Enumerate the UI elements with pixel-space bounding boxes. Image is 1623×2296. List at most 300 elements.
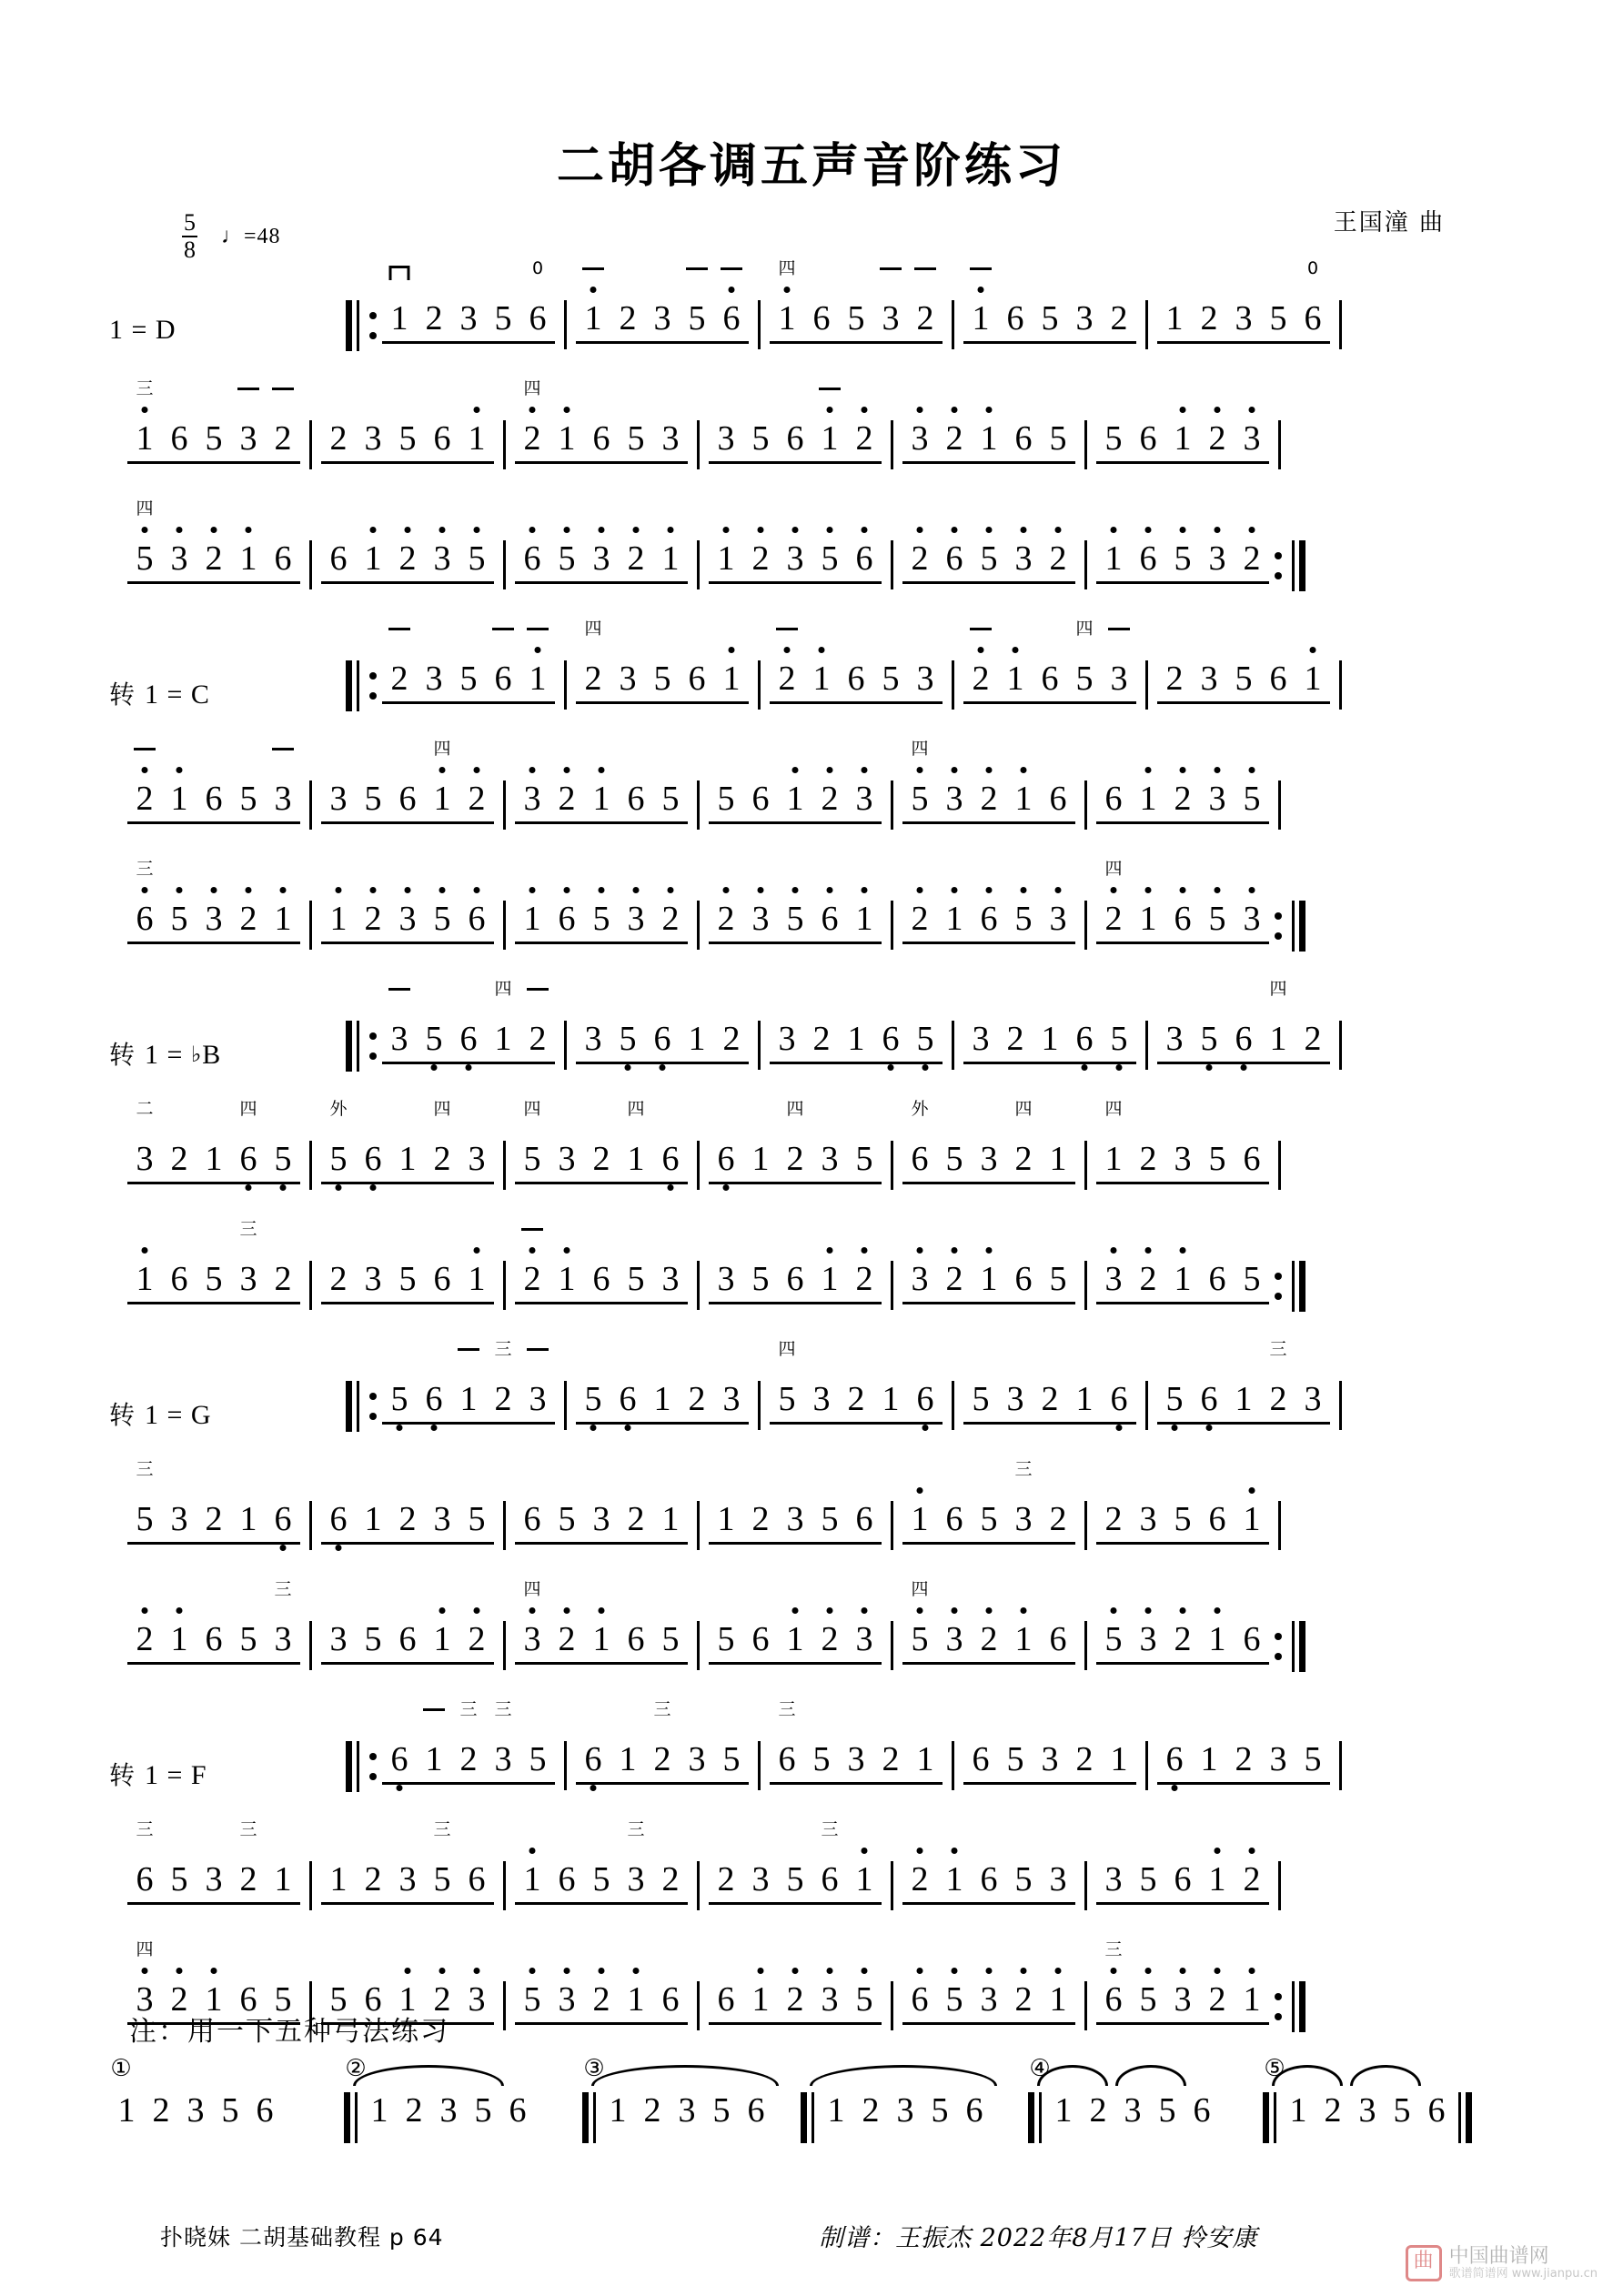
- beam-line: [576, 1062, 749, 1064]
- barline: [891, 1621, 893, 1670]
- beam-line: [515, 581, 688, 584]
- fingering-mark: 四: [778, 1339, 796, 1359]
- note: 6: [170, 1260, 188, 1298]
- note: 2: [847, 1380, 865, 1418]
- note: 3: [972, 1020, 990, 1058]
- barline: [503, 1861, 506, 1910]
- beam-line: [127, 942, 300, 944]
- note: 5: [1041, 299, 1059, 337]
- note: 2: [908, 298, 943, 338]
- bowing-pattern-barline: [1263, 2092, 1281, 2143]
- note: 1: [459, 1259, 494, 1299]
- barline: [697, 1981, 700, 2030]
- note: 3: [619, 660, 637, 698]
- beam-line: [902, 942, 1075, 944]
- staff-row: [127, 498, 1305, 591]
- barline: [697, 540, 700, 589]
- beam-line: [127, 1542, 300, 1545]
- note-group: [576, 298, 749, 338]
- note-group: [576, 619, 749, 699]
- barline: [891, 1861, 893, 1910]
- measure: [382, 258, 555, 338]
- note: 1 四: [1269, 979, 1287, 1058]
- note: 1: [804, 659, 839, 699]
- note: 5: [751, 419, 770, 458]
- staff-row: [346, 619, 1351, 711]
- note-group: [1157, 659, 1330, 699]
- note: 2: [405, 2091, 423, 2130]
- note-group: [321, 418, 494, 458]
- bowing-dash-mark: [686, 267, 708, 270]
- barline: [1084, 1261, 1087, 1310]
- barline: [697, 780, 700, 830]
- note-group: [963, 1019, 1136, 1059]
- note-group: [1096, 1619, 1269, 1659]
- measure: [321, 1619, 494, 1659]
- note-group: [709, 1499, 882, 1539]
- staff-row: [127, 1099, 1290, 1190]
- note: 3: [902, 418, 937, 458]
- beam-line: [902, 1662, 1075, 1665]
- beam-line: [382, 341, 555, 344]
- note: 6: [205, 1620, 223, 1658]
- barline: [503, 1261, 506, 1310]
- note-group: [321, 899, 494, 939]
- note: 3: [1358, 2091, 1376, 2130]
- bowing-bracket-mark: [389, 266, 410, 280]
- note: 2: [770, 659, 804, 699]
- note: 2: [847, 418, 882, 458]
- note: 1: [717, 1500, 735, 1538]
- fingering-mark: 四: [136, 498, 154, 519]
- measure: [1096, 859, 1269, 939]
- note: 5: [661, 1620, 680, 1658]
- note: 5: [778, 899, 812, 939]
- note-group: [709, 539, 882, 579]
- note: 6: [509, 2091, 527, 2130]
- note: 3: [398, 1860, 417, 1898]
- barline: [564, 1741, 567, 1790]
- barline: [891, 901, 893, 950]
- note: 2 三: [459, 1699, 478, 1778]
- note: 5: [855, 1140, 873, 1178]
- measure: [382, 1339, 555, 1419]
- barline: [1278, 1861, 1281, 1910]
- fingering-mark: 三: [239, 1819, 257, 1839]
- note-group: [709, 1819, 882, 1899]
- measure: [321, 418, 494, 458]
- measure: [1096, 1099, 1269, 1179]
- note: 1: [847, 1020, 865, 1058]
- fingering-mark: 三: [1269, 1339, 1287, 1359]
- note-group: [515, 1819, 688, 1899]
- slur-arc: [1350, 2065, 1421, 2086]
- note: 3: [584, 539, 619, 579]
- staff-row: [127, 1459, 1290, 1550]
- note: 2: [398, 1500, 417, 1538]
- note: 3: [364, 419, 382, 458]
- system-line: [0, 498, 1623, 642]
- measure: [576, 1699, 749, 1779]
- fingering-mark: 三: [1104, 1939, 1123, 1959]
- note: 6: [364, 1980, 382, 2019]
- note: 1: [619, 1740, 637, 1778]
- fingering-mark: 外: [911, 1099, 929, 1119]
- note: 2 三: [494, 1339, 512, 1418]
- note: 5: [627, 1260, 645, 1298]
- note: 1: [231, 539, 266, 579]
- beam-line: [1096, 581, 1269, 584]
- note: 6: [1104, 780, 1123, 818]
- measure: [902, 1579, 1075, 1659]
- measure: [382, 979, 555, 1059]
- fingering-mark: 三: [239, 1219, 257, 1239]
- note: 1: [882, 1380, 900, 1418]
- note: 6 0: [1304, 258, 1322, 337]
- note: 5: [398, 1260, 417, 1298]
- beam-line: [382, 1062, 555, 1064]
- slur-arc: [591, 2065, 779, 2086]
- fingering-mark: 三: [494, 1699, 512, 1719]
- bowing-pattern-staff: [582, 2090, 773, 2143]
- note-group: [1157, 1339, 1330, 1419]
- note: 5: [717, 1620, 735, 1658]
- beam-line: [321, 1182, 494, 1184]
- bowing-dash-mark: [970, 267, 992, 270]
- key-signature-label: [109, 675, 210, 711]
- bowing-pattern-number: ⑤: [1264, 2055, 1285, 2082]
- note: 1: [1235, 1380, 1253, 1418]
- note-group: [1157, 1739, 1330, 1779]
- staff-row: [346, 979, 1351, 1072]
- note: 3: [661, 1260, 680, 1298]
- barline: [1278, 1501, 1281, 1550]
- beam-line: [1096, 2022, 1269, 2025]
- note: 1: [205, 1140, 223, 1178]
- note: 6: [1157, 1739, 1192, 1779]
- note-group: [321, 1619, 494, 1659]
- barline: [891, 1141, 893, 1190]
- beam-line: [515, 461, 688, 464]
- note-group: [515, 378, 688, 458]
- system-line: [0, 1579, 1623, 1723]
- note: 2: [862, 2091, 880, 2130]
- note: 3: [425, 539, 459, 579]
- note-group: [1096, 1939, 1269, 2019]
- note: 5: [1131, 1979, 1165, 2019]
- fingering-mark: 四: [584, 619, 602, 639]
- note-group: [709, 1979, 882, 2019]
- barline: [891, 1261, 893, 1310]
- note: 6: [205, 780, 223, 818]
- note: 5: [812, 539, 847, 579]
- note: 1: [321, 899, 356, 939]
- note: 5: [364, 780, 382, 818]
- footer-source: 扑晓妹 二胡基础教程 p 64: [160, 2224, 444, 2251]
- note: 6 三: [1104, 1939, 1123, 2019]
- note: 5 四: [778, 1339, 796, 1418]
- beam-line: [127, 581, 300, 584]
- note: 2: [549, 779, 584, 819]
- beam-line: [321, 1542, 494, 1545]
- note: 2 三: [239, 1819, 257, 1898]
- barline: [564, 1021, 567, 1070]
- note: 1: [937, 899, 972, 939]
- note: 6: [965, 2091, 983, 2130]
- note: 6: [515, 539, 549, 579]
- note: 5 三: [136, 1459, 154, 1538]
- barline: [309, 420, 312, 469]
- note: 6: [558, 1860, 576, 1898]
- barline: [697, 1261, 700, 1310]
- note: 6 三: [136, 859, 154, 938]
- note: 3 二: [136, 1099, 154, 1178]
- note: 2: [751, 1500, 770, 1538]
- note: 3: [231, 418, 266, 458]
- note: 3: [847, 1619, 882, 1659]
- note: 3: [1104, 1860, 1123, 1898]
- note-group: [902, 1259, 1075, 1299]
- note: 3: [584, 1020, 602, 1058]
- fingering-mark: 二: [136, 1099, 154, 1119]
- note: 2: [515, 1259, 549, 1299]
- note: 2: [937, 1259, 972, 1299]
- note: 6: [1049, 780, 1067, 818]
- measure: [709, 1259, 882, 1299]
- note: 1: [459, 418, 494, 458]
- note: 5: [239, 780, 257, 818]
- note: 2: [1200, 1979, 1235, 2019]
- note: 5: [558, 1500, 576, 1538]
- note: 6: [1208, 1500, 1226, 1538]
- barline: [503, 1141, 506, 1190]
- note: 5: [529, 1740, 547, 1778]
- bowing-pattern-barline: [582, 2092, 600, 2143]
- note-group: [963, 619, 1136, 699]
- note: 6: [274, 539, 292, 578]
- note: 3: [1165, 1979, 1200, 2019]
- system-line: [0, 619, 1623, 762]
- note: 3: [390, 899, 425, 939]
- bowing-dash-mark: [776, 628, 798, 630]
- fingering-mark: 四: [627, 1099, 645, 1119]
- note: 3: [459, 1979, 494, 2019]
- note-group: [321, 1499, 494, 1539]
- barline: [309, 780, 312, 830]
- barline: [1145, 1741, 1148, 1790]
- note: 3: [439, 2091, 458, 2130]
- slur-arc: [1115, 2065, 1186, 2086]
- note: 6: [1226, 1019, 1261, 1059]
- note: 2: [902, 899, 937, 939]
- beam-line: [382, 1782, 555, 1785]
- key-label-text: 1 = G: [145, 1400, 212, 1430]
- note: 5: [653, 660, 671, 698]
- beam-line: [902, 1302, 1075, 1304]
- key-label-text: 1 = D: [109, 315, 176, 345]
- note: 1: [902, 1499, 937, 1539]
- barline: [758, 1381, 761, 1430]
- note-group: [770, 1339, 943, 1419]
- bowing-pattern-staff: [1263, 2090, 1472, 2143]
- note: 5: [274, 1980, 292, 2019]
- measure: [963, 1019, 1136, 1059]
- note: 6: [266, 1499, 300, 1539]
- measure: [709, 899, 882, 939]
- fingering-mark: 三: [433, 1819, 451, 1839]
- repeat-start-barline: [346, 1381, 382, 1432]
- note: 1: [584, 779, 619, 819]
- practice-note-label: 注：用一下五种弓法练习: [129, 2016, 449, 2048]
- note: 6: [459, 899, 494, 939]
- note-group: [515, 1099, 688, 1179]
- note: 1: [778, 1619, 812, 1659]
- note: 2: [1041, 539, 1075, 579]
- note: 2 三: [1269, 1339, 1287, 1418]
- note: 2: [1139, 1140, 1157, 1178]
- fingering-mark: 三: [274, 1579, 292, 1599]
- measure: [770, 1339, 943, 1419]
- beam-line: [576, 701, 749, 704]
- barline: [503, 1621, 506, 1670]
- barline: [1084, 780, 1087, 830]
- fingering-mark: 三: [627, 1819, 645, 1839]
- note: 5: [1269, 299, 1287, 337]
- note: 3: [916, 660, 934, 698]
- measure: [1157, 1739, 1330, 1779]
- note: 2: [162, 1979, 197, 2019]
- fingering-mark: 四: [1104, 1099, 1123, 1119]
- beam-line: [321, 1302, 494, 1304]
- note-group: [576, 1019, 749, 1059]
- note: 1 四: [627, 1099, 645, 1178]
- tempo-marking: ♩=48: [221, 224, 281, 248]
- note: 6: [1269, 660, 1287, 698]
- note: 5: [266, 1139, 300, 1179]
- note: 6: [945, 1500, 963, 1538]
- beam-line: [709, 2022, 882, 2025]
- note: 5: [1174, 1500, 1192, 1538]
- key-label-text: 1 = ♭B: [145, 1040, 222, 1070]
- score-body: [0, 258, 1623, 2083]
- beam-line: [515, 821, 688, 824]
- note: 1 四: [778, 258, 796, 337]
- measure: [902, 1459, 1075, 1539]
- note: 2: [329, 419, 348, 458]
- note: 2: [1200, 418, 1235, 458]
- measure: [709, 1819, 882, 1899]
- note: 1: [356, 539, 390, 579]
- note: 2 四: [523, 378, 541, 458]
- repeat-end-barline: [1269, 1621, 1305, 1672]
- note: 3: [778, 1020, 796, 1058]
- measure: [1096, 1499, 1269, 1539]
- note: 2: [1304, 1020, 1322, 1058]
- barline: [309, 1861, 312, 1910]
- note-group: [382, 979, 555, 1059]
- note: 5: [786, 1860, 804, 1898]
- beam-line: [770, 701, 943, 704]
- bowing-dash-mark: [388, 628, 410, 630]
- beam-line: [515, 1662, 688, 1665]
- note: 2 四: [584, 619, 602, 698]
- note: 6: [1049, 1620, 1067, 1658]
- measure: [963, 298, 1136, 338]
- note: 2: [1235, 1859, 1269, 1899]
- note: 5: [170, 1860, 188, 1898]
- barline: [891, 780, 893, 830]
- barline: [309, 1621, 312, 1670]
- note: 5: [515, 1979, 549, 2019]
- measure: [1157, 979, 1330, 1059]
- bowing-patterns-row: [109, 2055, 1528, 2167]
- fingering-mark: 四: [433, 739, 451, 759]
- note: 2: [197, 539, 231, 579]
- note: 3: [1235, 899, 1269, 939]
- barline: [1339, 1021, 1342, 1070]
- note: 1: [1200, 1859, 1235, 1899]
- note: 2: [356, 899, 390, 939]
- note: 5: [398, 419, 417, 458]
- note: 3: [786, 1500, 804, 1538]
- bowing-dash-mark: [970, 628, 992, 630]
- note: 2: [812, 1020, 831, 1058]
- note: 5: [1139, 1860, 1157, 1898]
- barline: [697, 1621, 700, 1670]
- beam-line: [770, 1782, 943, 1785]
- barline: [1084, 540, 1087, 589]
- beam-line: [963, 701, 1136, 704]
- note: 1: [743, 1979, 778, 2019]
- note: 3: [1304, 1380, 1322, 1418]
- note: 5: [882, 660, 900, 698]
- note: 6: [170, 419, 188, 458]
- note: 3: [170, 1500, 188, 1538]
- note: 2: [717, 1860, 735, 1898]
- note: 6: [855, 1500, 873, 1538]
- note: 6: [1139, 419, 1157, 458]
- note: 3: [558, 1140, 576, 1178]
- note: 1: [1006, 779, 1041, 819]
- note: 2: [1165, 660, 1184, 698]
- fingering-mark: 三: [778, 1699, 796, 1719]
- note: 1: [998, 659, 1033, 699]
- note-group: [1157, 258, 1330, 338]
- note: 5: [1157, 1379, 1192, 1419]
- note: 2: [1165, 779, 1200, 819]
- measure: [902, 539, 1075, 579]
- barline: [1145, 660, 1148, 710]
- note-group: [902, 1859, 1075, 1899]
- note: 1 三: [136, 378, 154, 458]
- note: 1: [515, 1859, 549, 1899]
- note: 1: [963, 298, 998, 338]
- note: 6: [717, 1980, 735, 2019]
- barline: [697, 1141, 700, 1190]
- note: 6: [847, 539, 882, 579]
- note: 2: [812, 779, 847, 819]
- note: 2: [127, 779, 162, 819]
- fingering-mark: 四: [136, 1939, 154, 1959]
- note: 2: [619, 299, 637, 337]
- bowing-dash-mark: [458, 1348, 479, 1351]
- note: 1: [266, 899, 300, 939]
- note: 2: [709, 899, 743, 939]
- note-group: [321, 1259, 494, 1299]
- note-group: [127, 1819, 300, 1899]
- fingering-mark: 四: [786, 1099, 804, 1119]
- note: 6: [847, 660, 865, 698]
